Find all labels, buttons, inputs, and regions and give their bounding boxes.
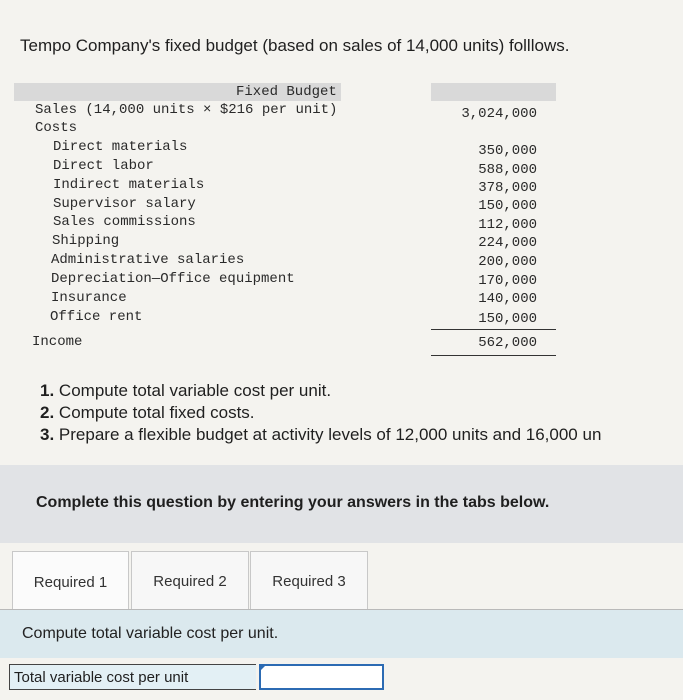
cost-label: Indirect materials <box>53 177 205 193</box>
cost-label: Direct materials <box>53 139 188 155</box>
cost-label: Supervisor salary <box>53 196 196 212</box>
cost-label: Insurance <box>51 290 127 306</box>
cost-label: Office rent <box>50 309 143 325</box>
cost-value: 150,000 <box>478 198 537 214</box>
income-value: 562,000 <box>478 335 537 351</box>
cost-value: 140,000 <box>478 291 537 307</box>
total-variable-cost-input[interactable] <box>259 664 384 690</box>
tab-required-2[interactable] <box>131 551 249 611</box>
fixed-budget-table <box>0 80 683 370</box>
cost-label: Shipping <box>52 233 120 249</box>
cost-label: Sales commissions <box>53 214 196 230</box>
question-item: 1. Compute total variable cost per unit. <box>40 381 332 400</box>
tab-label: Required 2 <box>153 572 227 590</box>
income-label: Income <box>32 334 83 350</box>
cost-value: 112,000 <box>478 217 537 233</box>
cost-value: 170,000 <box>478 273 537 289</box>
sales-value: 3,024,000 <box>461 106 537 122</box>
tab-prompt-band <box>0 610 683 658</box>
answer-row <box>0 658 683 700</box>
cost-label: Direct labor <box>53 158 154 174</box>
fixed-budget-header: Fixed Budget <box>236 84 337 100</box>
cost-value: 150,000 <box>478 311 537 327</box>
total-rule <box>431 355 556 356</box>
costs-label: Costs <box>35 120 78 136</box>
instruction-band <box>0 465 683 543</box>
answer-label: Total variable cost per unit <box>9 664 256 690</box>
sales-label: Sales (14,000 units × $216 per unit) <box>35 102 338 118</box>
cost-value: 350,000 <box>478 143 537 159</box>
subtotal-rule <box>431 329 556 330</box>
tab-label: Required 3 <box>272 572 346 590</box>
cost-value: 588,000 <box>478 162 537 178</box>
instruction-text: Complete this question by entering your answers in the tabs below. <box>36 494 550 511</box>
tab-label: Required 1 <box>33 573 108 591</box>
input-corner-mark <box>259 666 265 672</box>
tab-prompt: Compute total variable cost per unit. <box>22 625 279 642</box>
question-list <box>40 380 601 446</box>
question-item: 3. Prepare a flexible budget at activity levels of 12,000 units and 16,000 un <box>40 425 602 444</box>
tab-required-3[interactable] <box>250 551 368 611</box>
header-band-right <box>431 83 556 101</box>
cost-value: 200,000 <box>478 254 537 270</box>
question-item: 2. Compute total fixed costs. <box>40 403 255 422</box>
tab-bar <box>0 543 683 611</box>
cost-value: 378,000 <box>478 180 537 196</box>
tab-required-1[interactable] <box>12 551 129 612</box>
intro-text: Tempo Company's fixed budget (based on sales of 14,000 units) folllows. <box>20 36 570 55</box>
cost-label: Administrative salaries <box>51 252 245 268</box>
cost-label: Depreciation—Office equipment <box>51 271 295 287</box>
cost-value: 224,000 <box>478 235 537 251</box>
